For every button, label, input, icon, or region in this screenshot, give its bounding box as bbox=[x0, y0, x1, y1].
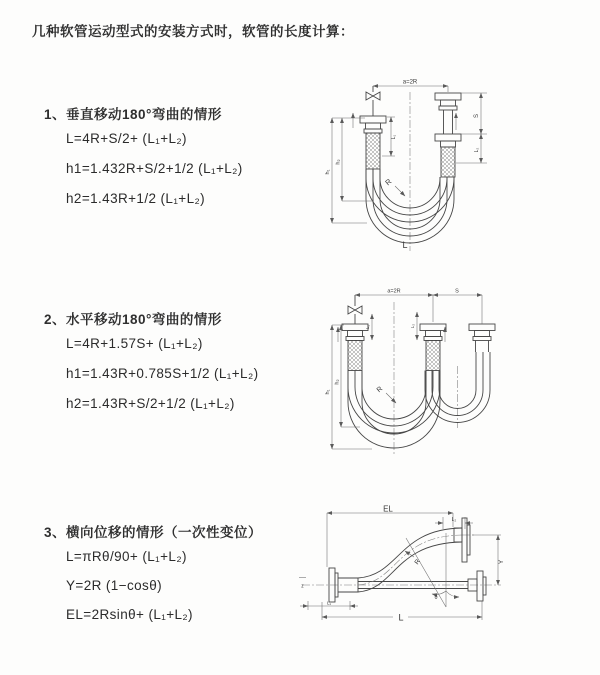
label-z: z bbox=[301, 583, 304, 590]
dimension-lines bbox=[332, 86, 487, 223]
section2-heading: 2、水平移动180°弯曲的情形 bbox=[44, 312, 222, 327]
label-h1: h₁ bbox=[325, 169, 331, 175]
section1-formula-h2: h2=1.43R+1/2 (L₁+L₂) bbox=[66, 191, 206, 206]
label-r: R bbox=[383, 176, 394, 188]
diagram-lateral-displacement bbox=[296, 505, 511, 645]
label-l1: L₁ bbox=[365, 324, 370, 330]
label-s: S bbox=[474, 113, 480, 119]
label-r: R bbox=[375, 385, 385, 395]
hose-displaced-position bbox=[358, 518, 470, 592]
label-l-bottom: L bbox=[402, 240, 408, 250]
valve-icon bbox=[348, 295, 362, 324]
label-a2r: a=2R bbox=[402, 79, 418, 86]
page-title: 几种软管运动型式的安装方式时，软管的长度计算： bbox=[32, 24, 354, 39]
section3-formula-Y: Y=2R (1−cosθ) bbox=[66, 578, 162, 593]
section3-formula-L: L=πRθ/90+ (L₁+L₂) bbox=[66, 549, 187, 564]
middle-hose-end bbox=[420, 324, 446, 371]
section1-heading: 1、垂直移动180°弯曲的情形 bbox=[44, 107, 222, 122]
label-l-bottom: L bbox=[398, 612, 404, 623]
section2-formula-h1: h1=1.43R+0.785S+1/2 (L₁+L₂) bbox=[66, 366, 259, 381]
label-l2: L₂ bbox=[474, 147, 480, 153]
label-l1: L₁ bbox=[391, 134, 397, 140]
section3-heading: 3、横向位移的情形（一次性变位） bbox=[44, 525, 263, 540]
label-r: R bbox=[413, 558, 422, 567]
right-hose-end bbox=[469, 324, 495, 352]
label-s: S bbox=[455, 288, 459, 295]
label-h2: h₂ bbox=[334, 379, 341, 385]
section2-formula-L: L=4R+1.57S+ (L₁+L₂) bbox=[66, 336, 203, 351]
theta-construction bbox=[406, 533, 459, 607]
right-hose-end bbox=[435, 93, 461, 177]
diagram-vertical-180-bend bbox=[315, 66, 565, 256]
label-l1: L₁ bbox=[326, 600, 332, 606]
valve-icon bbox=[366, 86, 380, 116]
label-a2r: a=2R bbox=[387, 288, 401, 295]
label-el: EL bbox=[383, 504, 393, 514]
section1-formula-h1: h1=1.432R+S/2+1/2 (L₁+L₂) bbox=[66, 161, 243, 176]
section3-formula-EL: EL=2Rsinθ+ (L₁+L₂) bbox=[66, 607, 193, 622]
label-h1: h₁ bbox=[325, 389, 331, 395]
label-y: Y bbox=[498, 559, 505, 565]
label-l2: L₂ bbox=[451, 517, 457, 523]
left-hose-end bbox=[360, 116, 386, 169]
label-h2: h₂ bbox=[335, 159, 342, 165]
left-hose-end bbox=[342, 324, 368, 371]
section2-formula-h2: h2=1.43R+S/2+1/2 (L₁+L₂) bbox=[66, 396, 235, 411]
diagram-horizontal-180-bend bbox=[312, 282, 574, 462]
label-l2: L₂ bbox=[410, 323, 415, 329]
label-theta: θ bbox=[434, 595, 438, 601]
section1-formula-L: L=4R+S/2+ (L₁+L₂) bbox=[66, 131, 187, 146]
